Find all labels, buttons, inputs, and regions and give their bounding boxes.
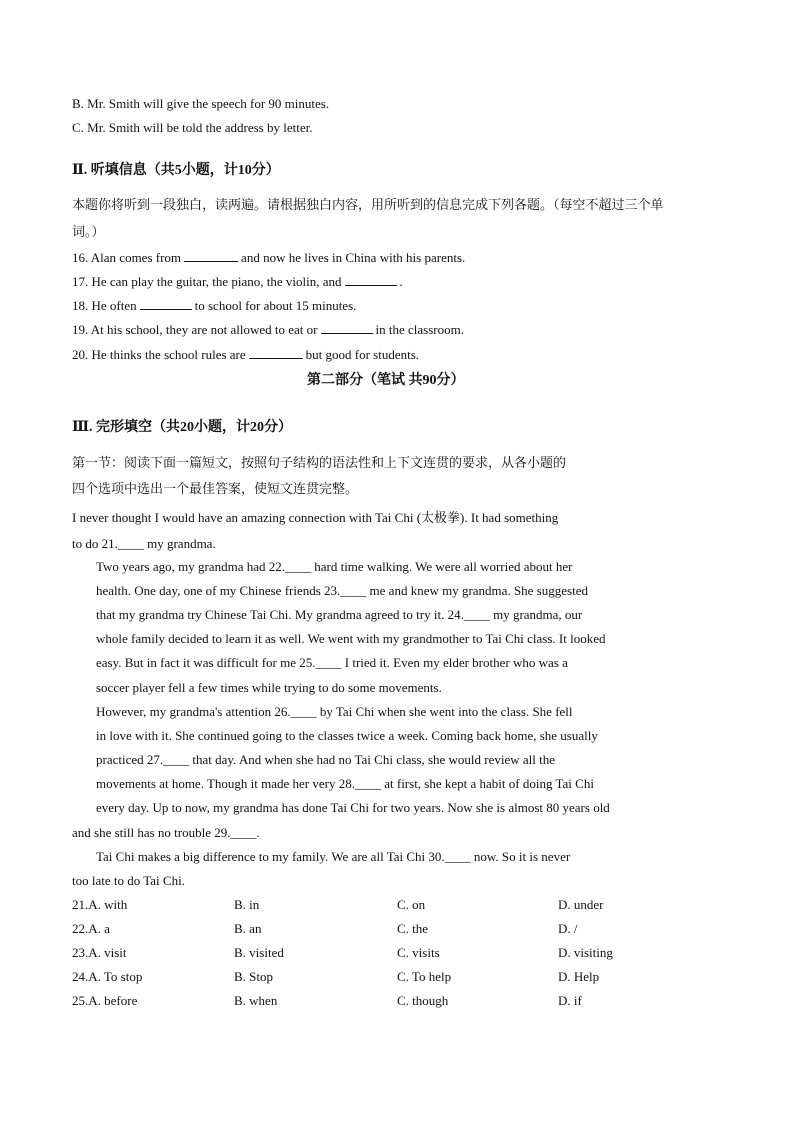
fill-item-20 — [72, 347, 419, 363]
passage-line: easy. But in fact it was difficult for me 25.____ I tried it. Even my elder brother who was a — [96, 655, 568, 670]
choice-24-d[interactable]: D. Help — [558, 969, 600, 984]
choice-24-a[interactable]: 24.A. To stop — [72, 969, 143, 984]
section-2-instruction-line-1: 本题你将听到一段独白，读两遍。请根据独白内容，用所听到的信息完成下列各题。（每空不超过三个单 — [72, 197, 664, 212]
choice-21-d[interactable]: D. under — [558, 897, 604, 912]
answer-blank[interactable] — [249, 347, 303, 359]
fill-item-text: 18. He often — [72, 298, 137, 313]
choice-23-d[interactable]: D. visiting — [558, 945, 613, 960]
fill-item-text: but good for students. — [305, 347, 420, 362]
section-3-title: Ⅲ. 完形填空（共20小题，计20分） — [72, 420, 293, 435]
choice-21-c[interactable]: C. on — [397, 897, 426, 912]
section-2-title: Ⅱ. 听填信息（共5小题，计10分） — [72, 163, 280, 178]
fill-item-text: . — [399, 274, 403, 289]
choice-21-a[interactable]: 21.A. with — [72, 897, 128, 912]
passage-line: too late to do Tai Chi. — [72, 873, 185, 888]
choice-25-c[interactable]: C. though — [397, 993, 449, 1008]
choice-23-b[interactable]: B. visited — [234, 945, 284, 960]
fill-item-text: 16. Alan comes from — [72, 250, 182, 265]
choice-25-a[interactable]: 25.A. before — [72, 993, 138, 1008]
passage-line: that my grandma try Chinese Tai Chi. My grandma agreed to try it. 24.____ my grandma, our — [96, 607, 583, 622]
choice-21-b[interactable]: B. in — [234, 897, 260, 912]
fill-item-19 — [72, 322, 464, 338]
fill-item-16 — [72, 250, 465, 266]
passage-line: every day. Up to now, my grandma has done Tai Chi for two years. Now she is almost 80 years old — [96, 800, 610, 815]
passage-line: and she still has no trouble 29.____. — [72, 825, 260, 840]
choice-25-d[interactable]: D. if — [558, 993, 582, 1008]
choice-22-a[interactable]: 22.A. a — [72, 921, 110, 936]
answer-blank[interactable] — [345, 274, 397, 286]
listening-option-b: B. Mr. Smith will give the speech for 90 minutes. — [72, 96, 330, 111]
passage-line: Tai Chi makes a big difference to my family. We are all Tai Chi 30.____ now. So it is never — [96, 849, 571, 864]
choice-22-c[interactable]: C. the — [397, 921, 429, 936]
fill-item-text: 17. He can play the guitar, the piano, the violin, and — [72, 274, 342, 289]
choice-22-b[interactable]: B. an — [234, 921, 262, 936]
section-3-instruction-line-1: 第一节：阅读下面一篇短文，按照句子结构的语法性和上下文连贯的要求，从各小题的 — [72, 455, 567, 470]
fill-item-text: and now he lives in China with his parents. — [241, 250, 466, 265]
passage-line: health. One day, one of my Chinese friends 23.____ me and knew my grandma. She suggested — [96, 583, 588, 598]
passage-line: to do 21.____ my grandma. — [72, 536, 216, 551]
answer-blank[interactable] — [140, 298, 192, 310]
passage-line: soccer player fell a few times while trying to do some movements. — [96, 680, 442, 695]
choice-22-d[interactable]: D. / — [558, 921, 578, 936]
part-2-title: 第二部分（笔试 共90分） — [307, 373, 465, 388]
passage-line: However, my grandma's attention 26.____ by Tai Chi when she went into the class. She fell — [96, 704, 573, 719]
choice-23-c[interactable]: C. visits — [397, 945, 440, 960]
passage-line: whole family decided to learn it as well. We went with my grandmother to Tai Chi class. It looked — [96, 631, 606, 646]
passage-line: in love with it. She continued going to the classes twice a week. Coming back home, she usually — [96, 728, 598, 743]
choice-24-b[interactable]: B. Stop — [234, 969, 274, 984]
fill-item-17 — [72, 274, 403, 290]
choice-24-c[interactable]: C. To help — [397, 969, 452, 984]
fill-item-text: 19. At his school, they are not allowed to eat or — [72, 322, 318, 337]
answer-blank[interactable] — [321, 322, 373, 334]
section-2-instruction-line-2: 词。） — [72, 224, 105, 239]
fill-item-text: 20. He thinks the school rules are — [72, 347, 246, 362]
section-3-instruction-line-2: 四个选项中选出一个最佳答案，使短文连贯完整。 — [72, 481, 359, 496]
fill-item-text: in the classroom. — [375, 322, 464, 337]
passage-line: Two years ago, my grandma had 22.____ hard time walking. We were all worried about her — [96, 559, 573, 574]
fill-item-text: to school for about 15 minutes. — [194, 298, 357, 313]
choice-25-b[interactable]: B. when — [234, 993, 278, 1008]
answer-blank[interactable] — [184, 250, 238, 262]
passage-line: I never thought I would have an amazing connection with Tai Chi (太极拳). It had something — [72, 510, 559, 525]
passage-line: practiced 27.____ that day. And when she had no Tai Chi class, she would review all the — [96, 752, 556, 767]
choice-23-a[interactable]: 23.A. visit — [72, 945, 127, 960]
passage-line: movements at home. Though it made her very 28.____ at first, she kept a habit of doing Tai Chi — [96, 776, 594, 791]
fill-item-18 — [72, 298, 356, 314]
listening-option-c: C. Mr. Smith will be told the address by letter. — [72, 120, 313, 135]
